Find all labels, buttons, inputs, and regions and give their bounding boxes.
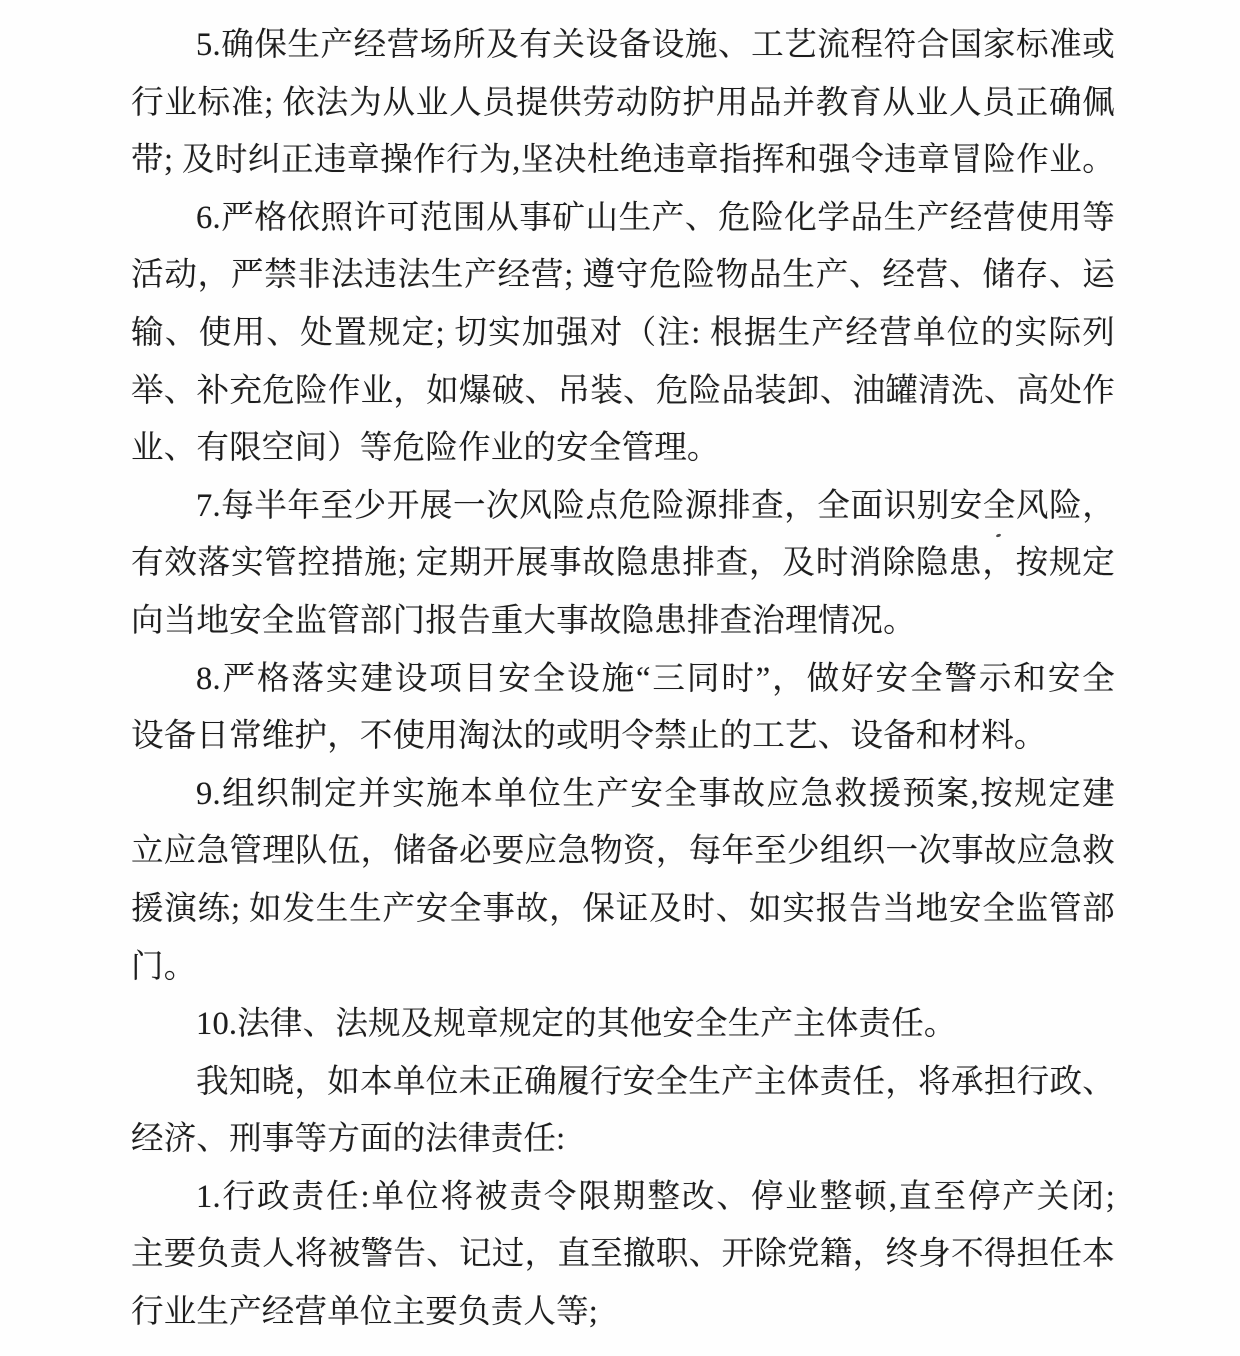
text-line: 1.行政责任:单位将被责令限期整改、停业整顿,直至停产关闭; <box>196 1178 1115 1215</box>
text-line: 经济、刑事等方面的法律责任: <box>131 1121 566 1158</box>
text-line: 活动，严禁非法违法生产经营; 遵守危险物品生产、经营、储存、运 <box>131 257 1115 294</box>
text-line: 输、使用、处置规定; 切实加强对（注: 根据生产经营单位的实际列 <box>131 314 1115 351</box>
text-line: 立应急管理队伍，储备必要应急物资，每年至少组织一次事故应急救 <box>131 833 1115 870</box>
text-line: 行业生产经营单位主要负责人等; <box>131 1294 599 1331</box>
text-line: 主要负责人将被警告、记过，直至撤职、开除党籍，终身不得担任本 <box>131 1236 1115 1273</box>
text-line: 7.每半年至少开展一次风险点危险源排查，全面识别安全风险， <box>196 487 1115 524</box>
text-block <box>131 17 1115 1342</box>
text-line: 8.严格落实建设项目安全设施“三同时”，做好安全警示和安全 <box>196 660 1115 697</box>
text-line: 业、有限空间）等危险作业的安全管理。 <box>131 430 720 467</box>
text-line: 5.确保生产经营场所及有关设备设施、工艺流程符合国家标准或 <box>196 27 1115 63</box>
text-line: 行业标准; 依法为从业人员提供劳动防护用品并教育从业人员正确佩 <box>131 84 1115 121</box>
text-line: 6.严格依照许可范围从事矿山生产、危险化学品生产经营使用等 <box>196 199 1115 236</box>
text-line: 设备日常维护，不使用淘汰的或明令禁止的工艺、设备和材料。 <box>131 718 1047 755</box>
text-line: 援演练; 如发生生产安全事故，保证及时、如实报告当地安全监管部 <box>131 890 1115 927</box>
text-line: 向当地安全监管部门报告重大事故隐患排查治理情况。 <box>131 602 916 639</box>
text-line: 有效落实管控措施; 定期开展事故隐患排查，及时消除隐患，按规定 <box>131 545 1115 582</box>
text-line: 举、补充危险作业，如爆破、吊装、危险品装卸、油罐清洗、高处作 <box>131 372 1115 409</box>
text-line: 9.组织制定并实施本单位生产安全事故应急救援预案,按规定建 <box>196 775 1115 812</box>
text-line: 带; 及时纠正违章操作行为,坚决杜绝违章指挥和强令违章冒险作业。 <box>131 142 1115 179</box>
text-line: 门。 <box>131 948 197 985</box>
text-line: 10.法律、法规及规章规定的其他安全生产主体责任。 <box>196 1006 957 1043</box>
text-line: 我知晓，如本单位未正确履行安全生产主体责任，将承担行政、 <box>196 1063 1115 1100</box>
